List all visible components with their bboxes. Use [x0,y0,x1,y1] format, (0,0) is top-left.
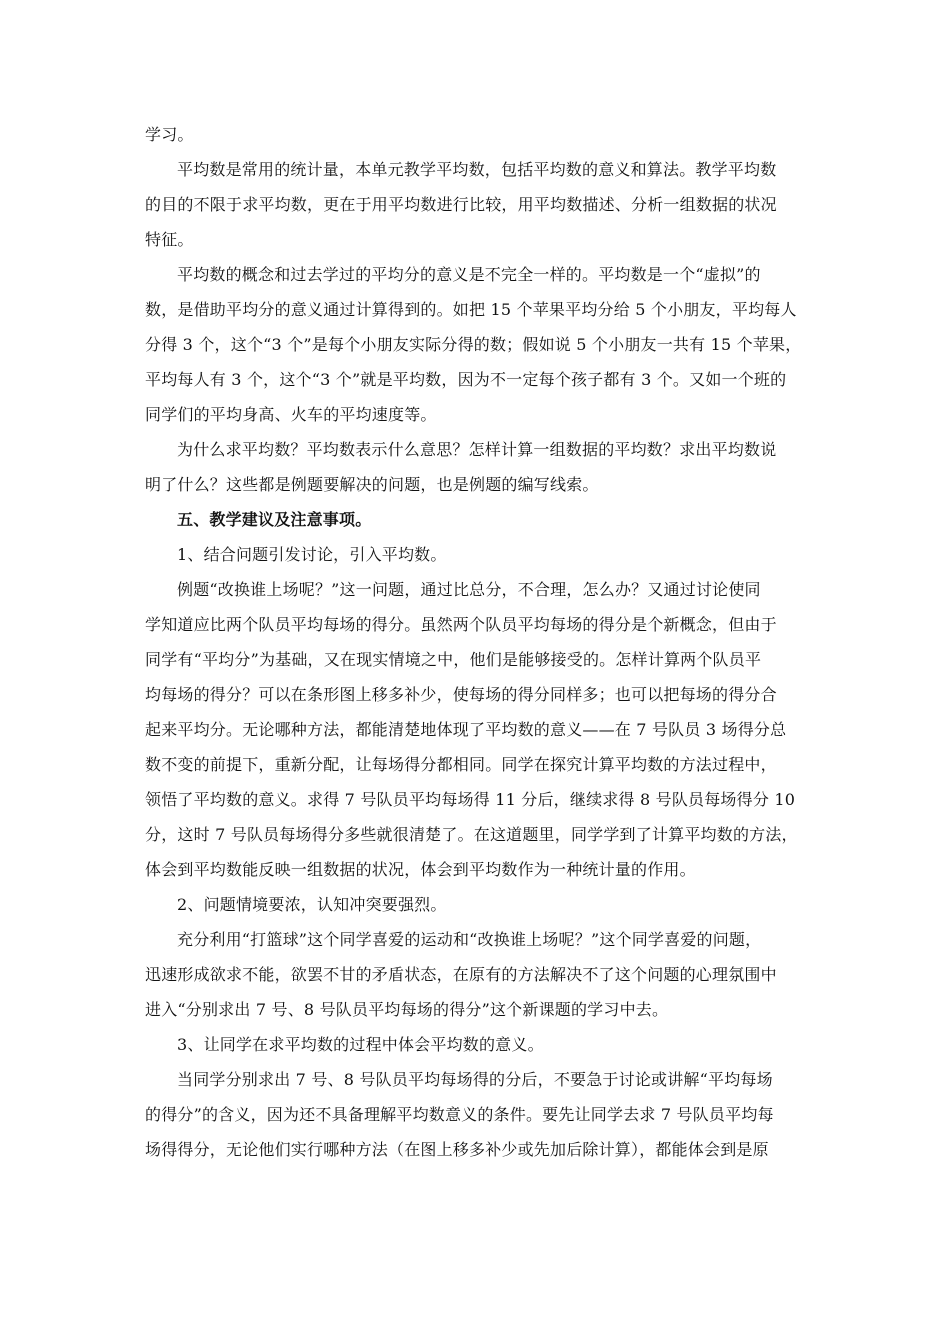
text-line: 的目的不限于求平均数，更在于用平均数进行比较，用平均数描述、分析一组数据的状况 [145,195,777,214]
section-heading: 五、教学建议及注意事项。 [177,510,372,529]
paragraph-line: 平均数的概念和过去学过的平均分的意义是不完全一样的。平均数是一个“虚拟”的 [177,265,761,284]
text-line: 明了什么？这些都是例题要解决的问题，也是例题的编写线索。 [145,475,599,494]
text-line: 体会到平均数能反映一组数据的状况，体会到平均数作为一种统计量的作用。 [145,860,696,879]
text-line: 起来平均分。无论哪种方法，都能清楚地体现了平均数的意义——在 7 号队员 3 场得分总 [145,720,787,739]
text-line: 均每场的得分？可以在条形图上移多补少，使每场的得分同样多；也可以把每场的得分合 [145,685,777,704]
text-line: 平均每人有 3 个，这个“3 个”就是平均数，因为不一定每个孩子都有 3 个。又如一个班的 [145,370,787,389]
text-line: 分得 3 个，这个“3 个”是每个小朋友实际分得的数；假如说 5 个小朋友一共有 15 个苹果， [145,335,802,354]
text-line: 同学们的平均身高、火车的平均速度等。 [145,405,437,424]
subsection-heading: 3、让同学在求平均数的过程中体会平均数的意义。 [177,1035,544,1054]
text-line: 分，这时 7 号队员每场得分多些就很清楚了。在这道题里，同学学到了计算平均数的方法， [145,825,798,844]
text-line: 数，是借助平均分的意义通过计算得到的。如把 15 个苹果平均分给 5 个小朋友，平均每人 [145,300,797,319]
text-line: 学知道应比两个队员平均每场的得分。虽然两个队员平均每场的得分是个新概念，但由于 [145,615,777,634]
paragraph-line: 当同学分别求出 7 号、8 号队员平均每场得的分后，不要急于讨论或讲解“平均每场 [177,1070,773,1089]
text-line: 领悟了平均数的意义。求得 7 号队员平均每场得 11 分后，继续求得 8 号队员每场得分 10 [145,790,796,809]
text-line: 学习。 [145,125,194,144]
text-line: 数不变的前提下，重新分配，让每场得分都相同。同学在探究计算平均数的方法过程中， [145,755,777,774]
text-line: 进入“分别求出 7 号、8 号队员平均每场的得分”这个新课题的学习中去。 [145,1000,669,1019]
subsection-heading: 1、结合问题引发讨论，引入平均数。 [177,545,447,564]
text-line: 场得得分，无论他们实行哪种方法（在图上移多补少或先加后除计算），都能体会到是原 [145,1140,769,1159]
text-line: 特征。 [145,230,194,249]
text-line: 同学有“平均分”为基础，又在现实情境之中，他们是能够接受的。怎样计算两个队员平 [145,650,762,669]
paragraph-line: 为什么求平均数？平均数表示什么意思？怎样计算一组数据的平均数？求出平均数说 [177,440,777,459]
text-line: 的得分”的含义，因为还不具备理解平均数意义的条件。要先让同学去求 7 号队员平均每 [145,1105,774,1124]
paragraph-line: 例题“改换谁上场呢？”这一问题，通过比总分，不合理，怎么办？又通过讨论使同 [177,580,761,599]
paragraph-line: 充分利用“打篮球”这个同学喜爱的运动和“改换谁上场呢？”这个同学喜爱的问题， [177,930,762,949]
paragraph-line: 平均数是常用的统计量，本单元教学平均数，包括平均数的意义和算法。教学平均数 [177,160,777,179]
subsection-heading: 2、问题情境要浓，认知冲突要强烈。 [177,895,447,914]
text-line: 迅速形成欲求不能，欲罢不甘的矛盾状态，在原有的方法解决不了这个问题的心理氛围中 [145,965,777,984]
